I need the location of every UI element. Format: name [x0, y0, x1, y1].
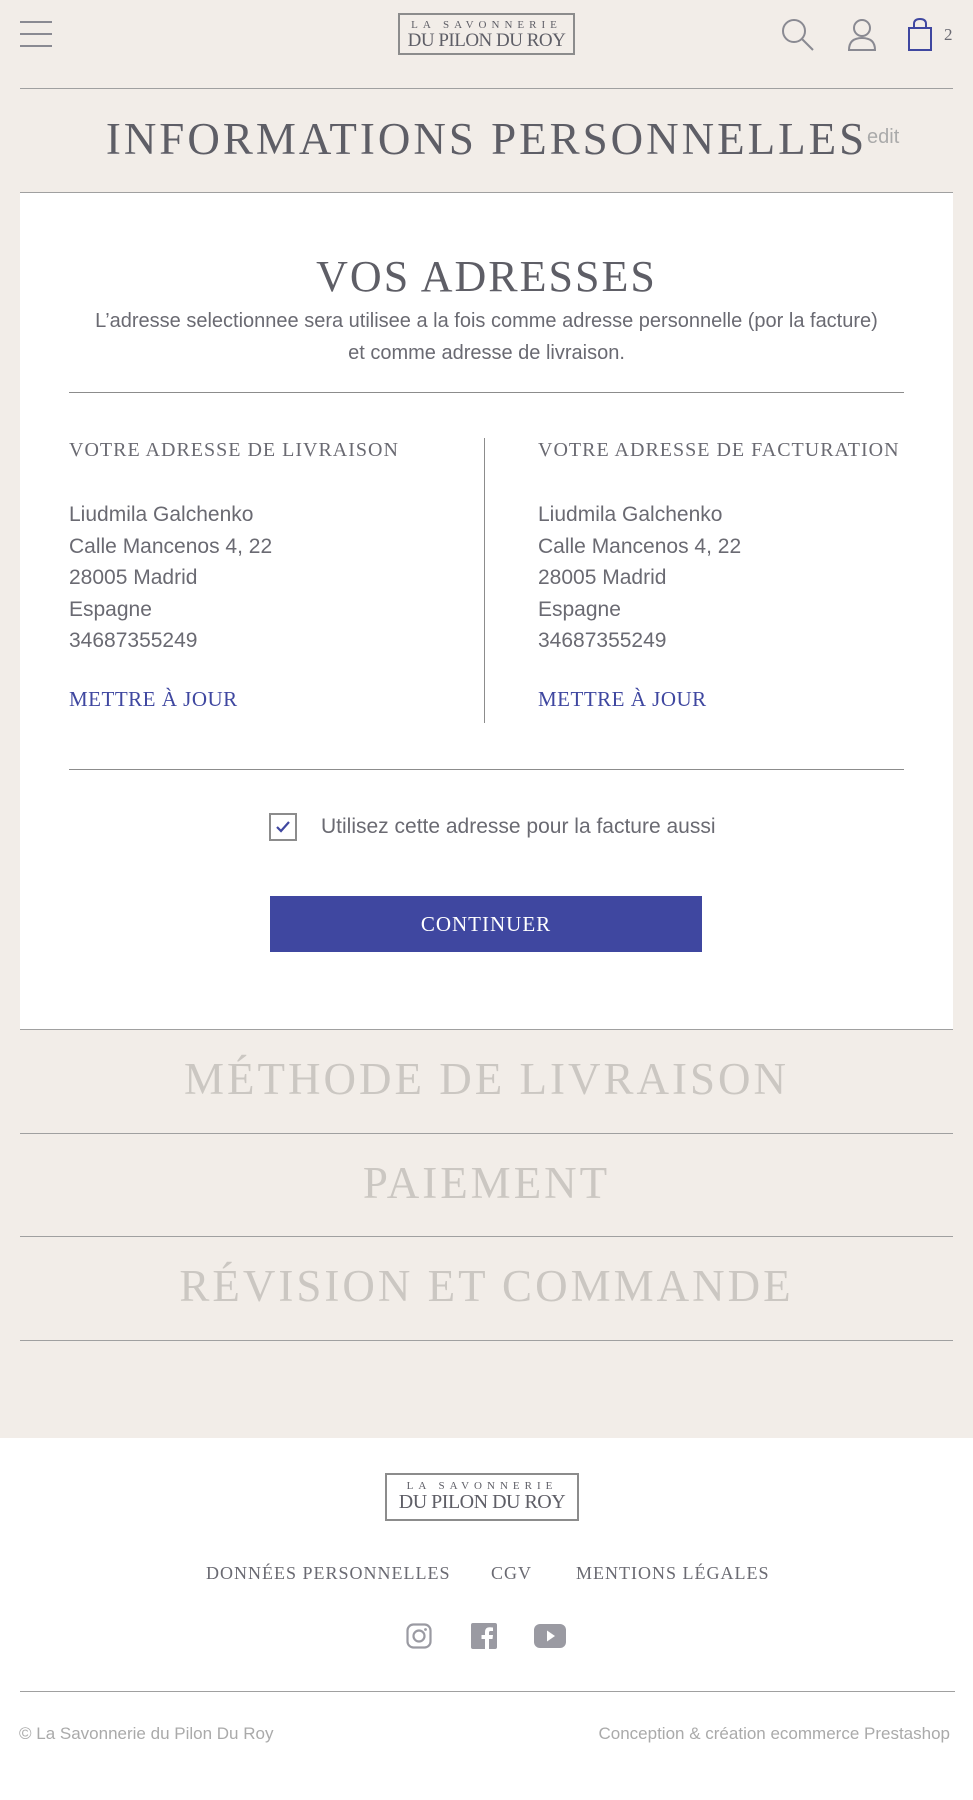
- site-footer: [0, 1438, 973, 1800]
- column-divider: [484, 438, 485, 723]
- logo-line2: DU PILON DU ROY: [407, 30, 566, 51]
- addresses-card: [20, 193, 953, 1029]
- divider: [69, 392, 904, 393]
- logo-line2: DU PILON DU ROY: [398, 1491, 566, 1513]
- footer-link-legal-notices[interactable]: MENTIONS LÉGALES: [576, 1563, 770, 1583]
- menu-icon[interactable]: [20, 20, 52, 48]
- divider: [20, 88, 953, 89]
- footer-link-personal-data[interactable]: DONNÉES PERSONNELLES: [206, 1563, 451, 1583]
- address-line: Calle Mancenos 4, 22: [538, 534, 742, 558]
- billing-address-block: [538, 499, 741, 657]
- cart-count-badge[interactable]: 2: [944, 25, 953, 44]
- same-address-checkbox[interactable]: [269, 813, 297, 841]
- personal-info-title: INFORMATIONS PERSONNELLES: [105, 114, 868, 164]
- copyright-text: © La Savonnerie du Pilon Du Roy: [19, 1724, 274, 1743]
- address-line: 28005 Madrid: [69, 566, 198, 589]
- address-line: 28005 Madrid: [538, 566, 667, 589]
- site-header: [0, 0, 973, 88]
- address-line: 34687355249: [69, 629, 198, 652]
- address-line: Calle Mancenos 4, 22: [69, 534, 273, 558]
- footer-logo[interactable]: [385, 1473, 579, 1521]
- address-line: Espagne: [69, 597, 152, 621]
- update-delivery-address-link[interactable]: METTRE À JOUR: [69, 687, 238, 711]
- user-icon[interactable]: [847, 18, 877, 52]
- divider: [20, 1691, 955, 1692]
- divider: [20, 1029, 953, 1030]
- divider: [20, 1133, 953, 1134]
- instagram-icon[interactable]: [406, 1623, 432, 1649]
- delivery-address-heading: VOTRE ADRESSE DE LIVRAISON: [69, 439, 399, 461]
- divider: [20, 1340, 953, 1341]
- footer-link-cgv[interactable]: CGV: [491, 1563, 533, 1583]
- site-logo[interactable]: [398, 13, 575, 55]
- credits-link[interactable]: Conception & création ecommerce Prestashop: [598, 1724, 950, 1743]
- cart-icon[interactable]: [907, 18, 935, 52]
- step-delivery-method[interactable]: MÉTHODE DE LIVRAISON: [184, 1054, 789, 1104]
- youtube-icon[interactable]: [534, 1623, 566, 1649]
- step-review-and-order[interactable]: RÉVISION ET COMMANDE: [179, 1261, 794, 1311]
- search-icon[interactable]: [781, 18, 815, 52]
- step-payment[interactable]: PAIEMENT: [362, 1158, 611, 1208]
- logo-line1: LA SAVONNERIE: [406, 1480, 558, 1492]
- divider: [69, 769, 904, 770]
- address-line: Liudmila Galchenko: [69, 503, 254, 526]
- description-line: et comme adresse de livraison.: [348, 342, 625, 364]
- addresses-description: [60, 305, 913, 369]
- update-billing-address-link[interactable]: METTRE À JOUR: [538, 687, 707, 711]
- facebook-icon[interactable]: [471, 1623, 497, 1649]
- description-line: L’adresse selectionnee sera utilisee a la fois comme adresse personnelle (por la facture): [95, 310, 878, 332]
- continue-button[interactable]: CONTINUER: [270, 896, 702, 952]
- same-address-label[interactable]: Utilisez cette adresse pour la facture aussi: [321, 815, 716, 838]
- address-line: Liudmila Galchenko: [538, 503, 723, 526]
- checkmark-icon: [271, 815, 295, 839]
- address-line: 34687355249: [538, 629, 667, 652]
- delivery-address-block: [69, 499, 272, 657]
- logo-line1: LA SAVONNERIE: [411, 19, 562, 31]
- divider: [20, 1236, 953, 1237]
- edit-personal-info-link[interactable]: edit: [867, 126, 900, 148]
- billing-address-heading: VOTRE ADRESSE DE FACTURATION: [538, 439, 900, 461]
- addresses-title: VOS ADRESSES: [316, 252, 657, 301]
- address-line: Espagne: [538, 597, 621, 621]
